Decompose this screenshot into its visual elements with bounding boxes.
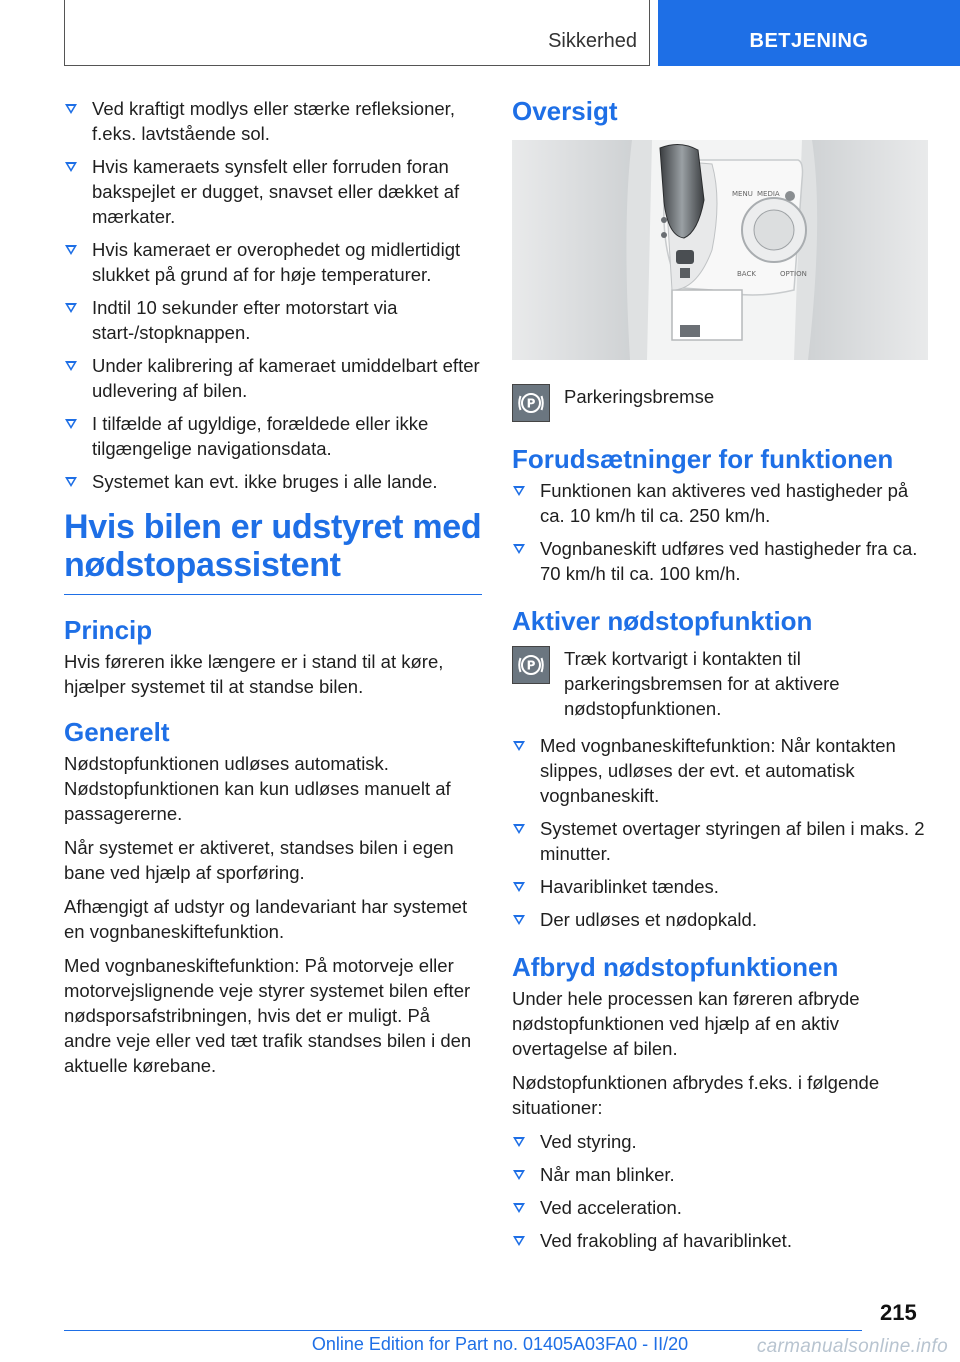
section-header-box [64, 0, 650, 66]
bullet-triangle-icon [513, 486, 525, 496]
list-item: Med vognbaneskiftefunktion: Når kontakten slippes, udløses der evt. et automatisk vognbaneskift. [512, 733, 930, 808]
generelt-paragraph: Med vognbaneskiftefunktion: På motorveje eller motorvejslignende veje styrer systemet bilen efter nødsporsafstribningen, hvis det er muligt. På andre veje eller ved tæt trafik standses bilen i den aktuelle kørebane. [64, 955, 472, 1076]
footer-divider [64, 1330, 862, 1331]
bullet-triangle-icon [513, 544, 525, 554]
generelt-heading: Generelt [64, 717, 170, 747]
parking-brake-label: Parkeringsbremse [564, 386, 715, 407]
parking-brake-icon [512, 646, 550, 684]
bullet-triangle-icon [513, 741, 525, 751]
bullet-triangle-icon [513, 824, 525, 834]
aktiver-heading: Aktiver nødstopfunktion [512, 606, 813, 636]
list-item: Hvis kameraet er overophedet og midlertidigt slukket på grund af for høje temperaturer. [64, 237, 482, 287]
left-column [64, 96, 482, 1087]
afbryd-paragraph: Nødstopfunktionen afbrydes f.eks. i følgende situationer: [512, 1072, 880, 1118]
center-console-illustration [512, 140, 928, 360]
princip-text: Hvis føreren ikke længere er i stand til at køre, hjælper systemet til at standse bilen. [64, 651, 444, 697]
list-item: Hvis kameraets synsfelt eller forruden foran bakspejlet er dugget, snavset eller dækket af mærkater. [64, 154, 482, 229]
chapter-tab [658, 0, 960, 66]
afbryd-paragraph: Under hele processen kan føreren afbryde nødstopfunktionen ved hjælp af en aktiv overtagelse af bilen. [512, 988, 860, 1059]
list-item: Systemet kan evt. ikke bruges i alle lande. [64, 469, 482, 494]
aktiver-row [512, 644, 930, 721]
generelt-paragraph: Nødstopfunktionen udløses automatisk. Nødstopfunktionen kan kun udløses manuelt af passagererne. [64, 753, 451, 824]
page-header [0, 0, 960, 66]
list-item: Funktionen kan aktiveres ved hastigheder på ca. 10 km/h til ca. 250 km/h. [512, 478, 930, 528]
oversigt-heading: Oversigt [512, 96, 618, 126]
bullet-triangle-icon [513, 1236, 525, 1246]
list-item: Ved frakobling af havariblinket. [512, 1228, 930, 1253]
center-console-image [512, 140, 928, 360]
list-item: Vognbaneskift udføres ved hastigheder fra ca. 70 km/h til ca. 100 km/h. [512, 536, 930, 586]
parking-brake-row [512, 382, 930, 422]
list-item: Der udløses et nødopkald. [512, 907, 930, 932]
list-item: Når man blinker. [512, 1162, 930, 1187]
chapter-tab-label: BETJENING [749, 30, 869, 52]
page-number: 215 [880, 1300, 917, 1325]
list-item: Indtil 10 sekunder efter motorstart via start-/stopknappen. [64, 295, 482, 345]
parking-brake-icon [512, 384, 550, 422]
list-item: Ved acceleration. [512, 1195, 930, 1220]
generelt-paragraph: Når systemet er aktiveret, standses bilen i egen bane ved hjælp af sporføring. [64, 837, 454, 883]
generelt-paragraph: Afhængigt af udstyr og landevariant har systemet en vognbaneskiftefunktion. [64, 896, 468, 942]
bullet-triangle-icon [65, 162, 77, 172]
forudsaetninger-list [512, 478, 930, 586]
main-heading: Hvis bilen er udstyret med nødstopassistent [64, 508, 482, 595]
afbryd-heading: Afbryd nødstopfunktionen [512, 952, 839, 982]
bullet-triangle-icon [65, 303, 77, 313]
watermark: carmanualsonline.info [756, 1336, 948, 1357]
limitations-list [64, 96, 482, 494]
list-item: Systemet overtager styringen af bilen i maks. 2 minutter. [512, 816, 930, 866]
list-item: Ved kraftigt modlys eller stærke refleksioner, f.eks. lavtstående sol. [64, 96, 482, 146]
svg-text:OPTION: OPTION [780, 270, 807, 278]
svg-text:MENU: MENU [732, 190, 753, 198]
bullet-triangle-icon [513, 1137, 525, 1147]
bullet-triangle-icon [65, 477, 77, 487]
section-title: Sikkerhed [548, 30, 637, 52]
svg-text:P: P [526, 396, 536, 411]
bullet-triangle-icon [65, 361, 77, 371]
bullet-triangle-icon [513, 1170, 525, 1180]
list-item: Ved styring. [512, 1129, 930, 1154]
right-column [512, 96, 930, 1261]
svg-text:P: P [526, 658, 536, 673]
list-item: Under kalibrering af kameraet umiddelbart efter udlevering af bilen. [64, 353, 482, 403]
list-item: Havariblinket tændes. [512, 874, 930, 899]
aktiver-text: Træk kortvarigt i kontakten til parkeringsbremsen for at aktivere nødstopfunktionen. [564, 648, 840, 719]
svg-text:BACK: BACK [737, 270, 756, 278]
bullet-triangle-icon [513, 882, 525, 892]
princip-heading: Princip [64, 615, 153, 645]
bullet-triangle-icon [65, 104, 77, 114]
bullet-triangle-icon [513, 915, 525, 925]
aktiver-list [512, 733, 930, 932]
svg-text:MEDIA: MEDIA [757, 190, 780, 198]
bullet-triangle-icon [65, 419, 77, 429]
list-item: I tilfælde af ugyldige, forældede eller ikke tilgængelige navigationsdata. [64, 411, 482, 461]
bullet-triangle-icon [65, 245, 77, 255]
forudsaetninger-heading: Forudsætninger for funktionen [512, 444, 894, 474]
footer-edition: Online Edition for Part no. 01405A03FA0 - II/20 [311, 1334, 689, 1354]
bullet-triangle-icon [513, 1203, 525, 1213]
afbryd-list [512, 1129, 930, 1253]
